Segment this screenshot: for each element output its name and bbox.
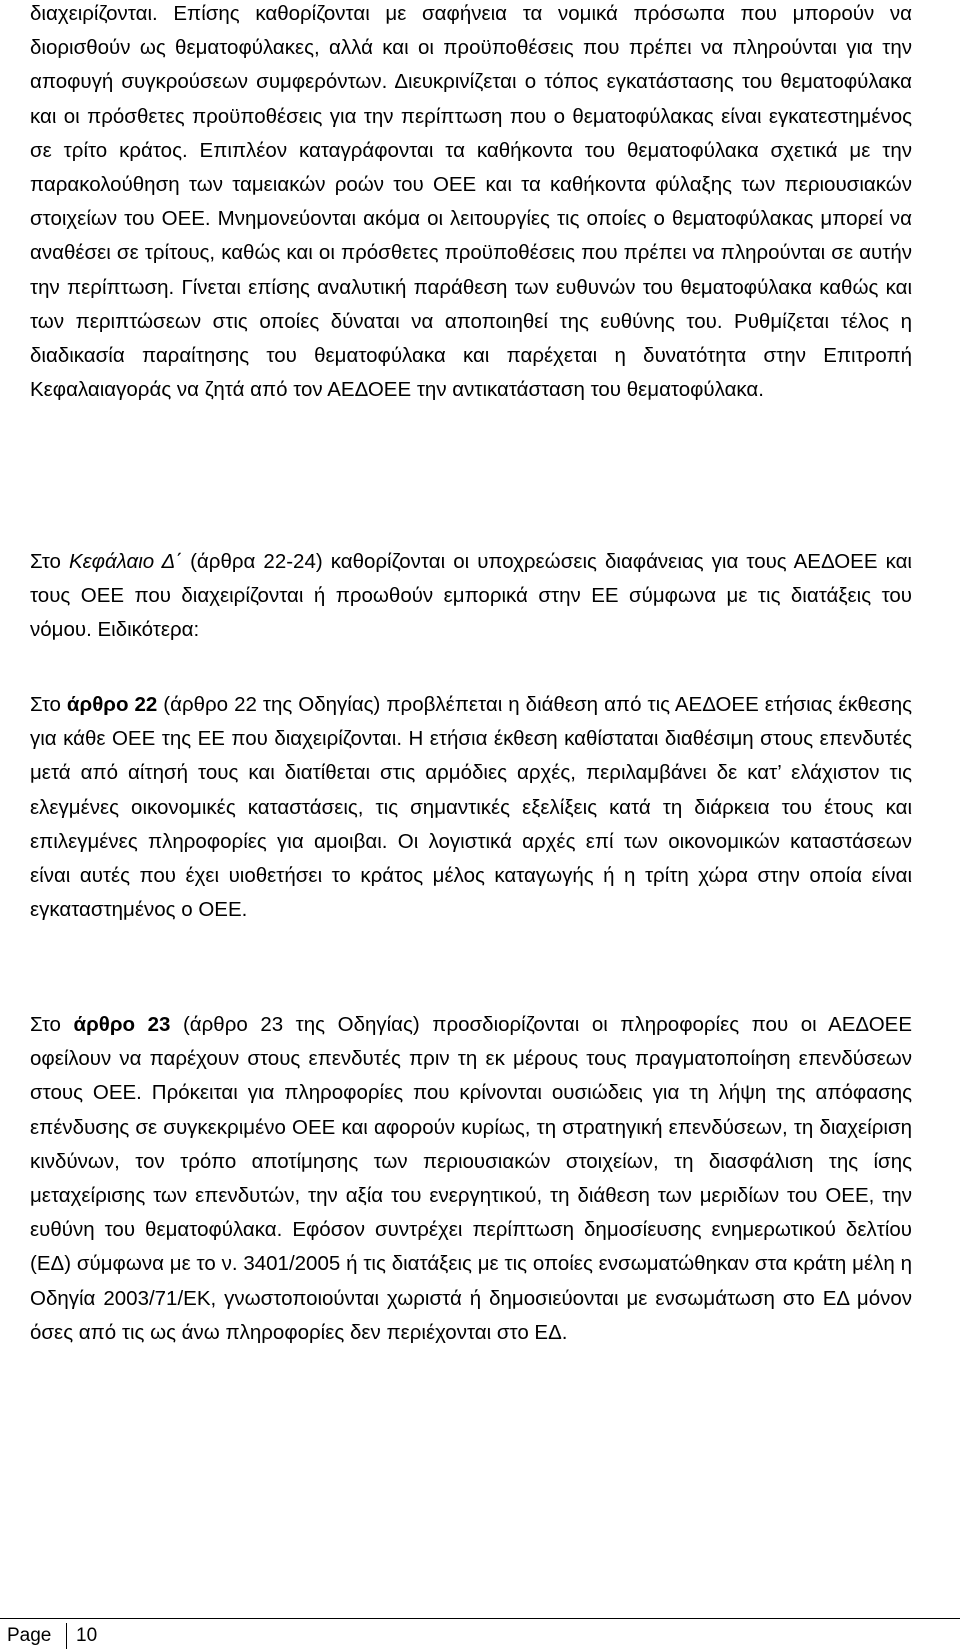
paragraph-depositary: διαχειρίζονται. Επίσης καθορίζονται με σαφήνεια τα νομικά πρόσωπα που μπορούν να διορισθούν ως θεματοφύλακες, αλλά και οι προϋποθέσεις που πρέπει να πληρούνται για την αποφυγή συγκρούσεων συμφερόντων. Διευκρινίζεται ο τόπος εγκατάστασης του θεματοφύλακα και οι πρόσθετες προϋποθέσεις για την περίπτωση που ο θεματοφύλακας είναι εγκατεστημένος σε τρίτο κράτος. Επιπλέον καταγράφονται τα καθήκοντα του θεματοφύλακα σχετικά με την παρακολούθηση των ταμειακών ροών του ΟΕΕ και τα καθήκοντα φύλαξης των περιουσιακών στοιχείων του ΟΕΕ. Μνημονεύονται ακόμα οι λειτουργίες τις οποίες ο θεματοφύλακας μπορεί να αναθέσει σε τρίτους, καθώς και οι πρόσθετες προϋποθέσεις που πρέπει να πληρούνται σε αυτήν την περίπτωση. Γίνεται επίσης αναλυτική παράθεση των ευθυνών του θεματοφύλακα καθώς και των περιπτώσεων στις οποίες δύναται να αποποιηθεί της ευθύνης του. Ρυθμίζεται τέλος η διαδικασία παραίτησης του θεματοφύλακα και παρέχεται η δυνατότητα στην Επιτροπή Κεφαλαιαγοράς να ζητά από τον ΑΕΔΟΕΕ την αντικατάσταση του θεματοφύλακα. <box>30 2 912 402</box>
chapter-reference: Κεφάλαιο Δ΄ <box>68 550 183 573</box>
article-reference: άρθρο 22 <box>66 693 158 716</box>
text-run: Στο <box>30 693 67 716</box>
page-footer <box>0 1618 960 1652</box>
paragraph-chapter-d <box>30 545 912 648</box>
article-reference: άρθρο 23 <box>73 1013 171 1036</box>
footer-divider <box>66 1623 67 1649</box>
text-run: (άρθρο 23 της Οδηγίας) προσδιορίζονται οι πληροφορίες που οι ΑΕΔΟΕΕ οφείλουν να παρέχουν στους επενδυτές πριν τη εκ μέρους τους πραγματοποίηση επενδύσεων στους ΟΕΕ. Πρόκειται για πληροφορίες που κρίνονται ουσιώδεις για τη λήψη της απόφασης επένδυσης σε συγκεκριμένο ΟΕΕ και αφορούν κυρίως, τη στρατηγική επενδύσεων, τη διαχείριση κινδύνων, τον τρόπο αποτίμησης των περιουσιακών στοιχείων, τη διασφάλιση της ίσης μεταχείρισης των επενδυτών, την αξία του ενεργητικού, τη διάθεση των μεριδίων του ΟΕΕ, την ευθύνη του θεματοφύλακα. Εφόσον συντρέχει περίπτωση δημοσίευσης ενημερωτικού δελτίου (ΕΔ) σύμφωνα με το ν. 3401/2005 ή τις διατάξεις με τις οποίες ενσωματώθηκαν στα κράτη μέλη η Οδηγία 2003/71/ΕΚ, γνωστοποιούνται χωριστά ή δημοσιεύονται με ενσωμάτωση στο ΕΔ μόνον όσες από τις ως άνω πληροφορίες δεν περιέχονται στο ΕΔ. <box>30 1013 912 1344</box>
footer-page-label: Page <box>7 1625 52 1646</box>
text-run: Στο <box>30 1013 74 1036</box>
paragraph-article-22 <box>30 688 912 927</box>
footer-page-number: 10 <box>76 1625 98 1646</box>
paragraph-article-23 <box>30 1008 912 1350</box>
text-run: Στο <box>30 550 69 573</box>
text-run: (άρθρο 22 της Οδηγίας) προβλέπεται η διάθεση από τις ΑΕΔΟΕΕ ετήσιας έκθεσης για κάθε ΟΕΕ της ΕΕ που διαχειρίζονται. Η ετήσια έκθεση καθίσταται διαθέσιμη στους επενδυτές μετά από αίτησή τους και διατίθεται στις αρμόδιες αρχές, περιλαμβάνει δε κατ’ ελάχιστον τις ελεγμένες οικονομικές καταστάσεις, τις σημαντικές εξελίξεις κατά τη διάρκεια του έτους και επιλεγμένες πληροφορίες για αμοιβαι. Οι λογιστικά αρχές επί των οικονομικών καταστάσεων είναι αυτές που έχει υιοθετήσει το κράτος μέλος καταγωγής ή η τρίτη χώρα στην οποία είναι εγκαταστημένος ο ΟΕΕ. <box>30 693 912 922</box>
text-run: (άρθρα 22-24) καθορίζονται οι υποχρεώσεις διαφάνειας για τους ΑΕΔΟΕΕ και τους ΟΕΕ που διαχειρίζονται ή προωθούν εμπορικά στην ΕΕ σύμφωνα με τις διατάξεις του νόμου. Ειδικότερα: <box>30 550 912 642</box>
